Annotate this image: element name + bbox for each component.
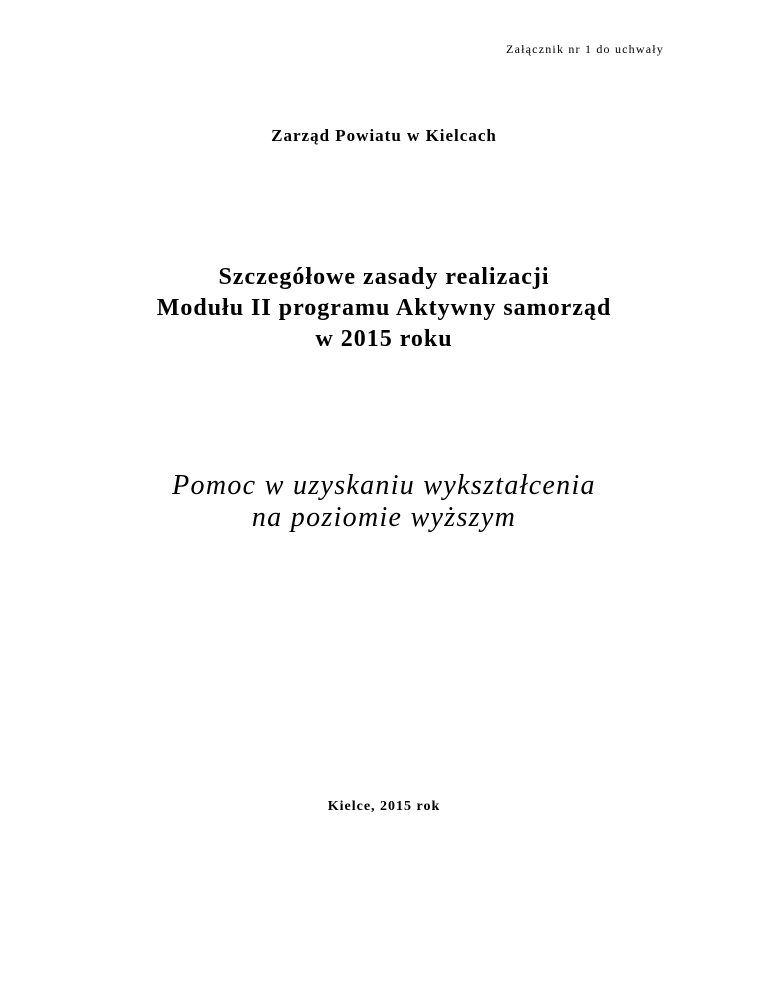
document-subtitle (0, 470, 768, 534)
document-title-line: Modułu II programu Aktywny samorząd (156, 295, 612, 321)
document-title-line: Szczegółowe zasady realizacji (218, 264, 550, 290)
document-title (0, 262, 768, 355)
document-subtitle-line: na poziomie wyższym (251, 502, 517, 533)
document-title-line: w 2015 roku (315, 326, 453, 352)
issuing-authority: Zarząd Powiatu w Kielcach (271, 126, 497, 145)
annex-note: Załącznik nr 1 do uchwały (506, 42, 664, 56)
document-subtitle-line: Pomoc w uzyskaniu wykształcenia (172, 470, 596, 501)
place-and-date: Kielce, 2015 rok (327, 799, 441, 814)
